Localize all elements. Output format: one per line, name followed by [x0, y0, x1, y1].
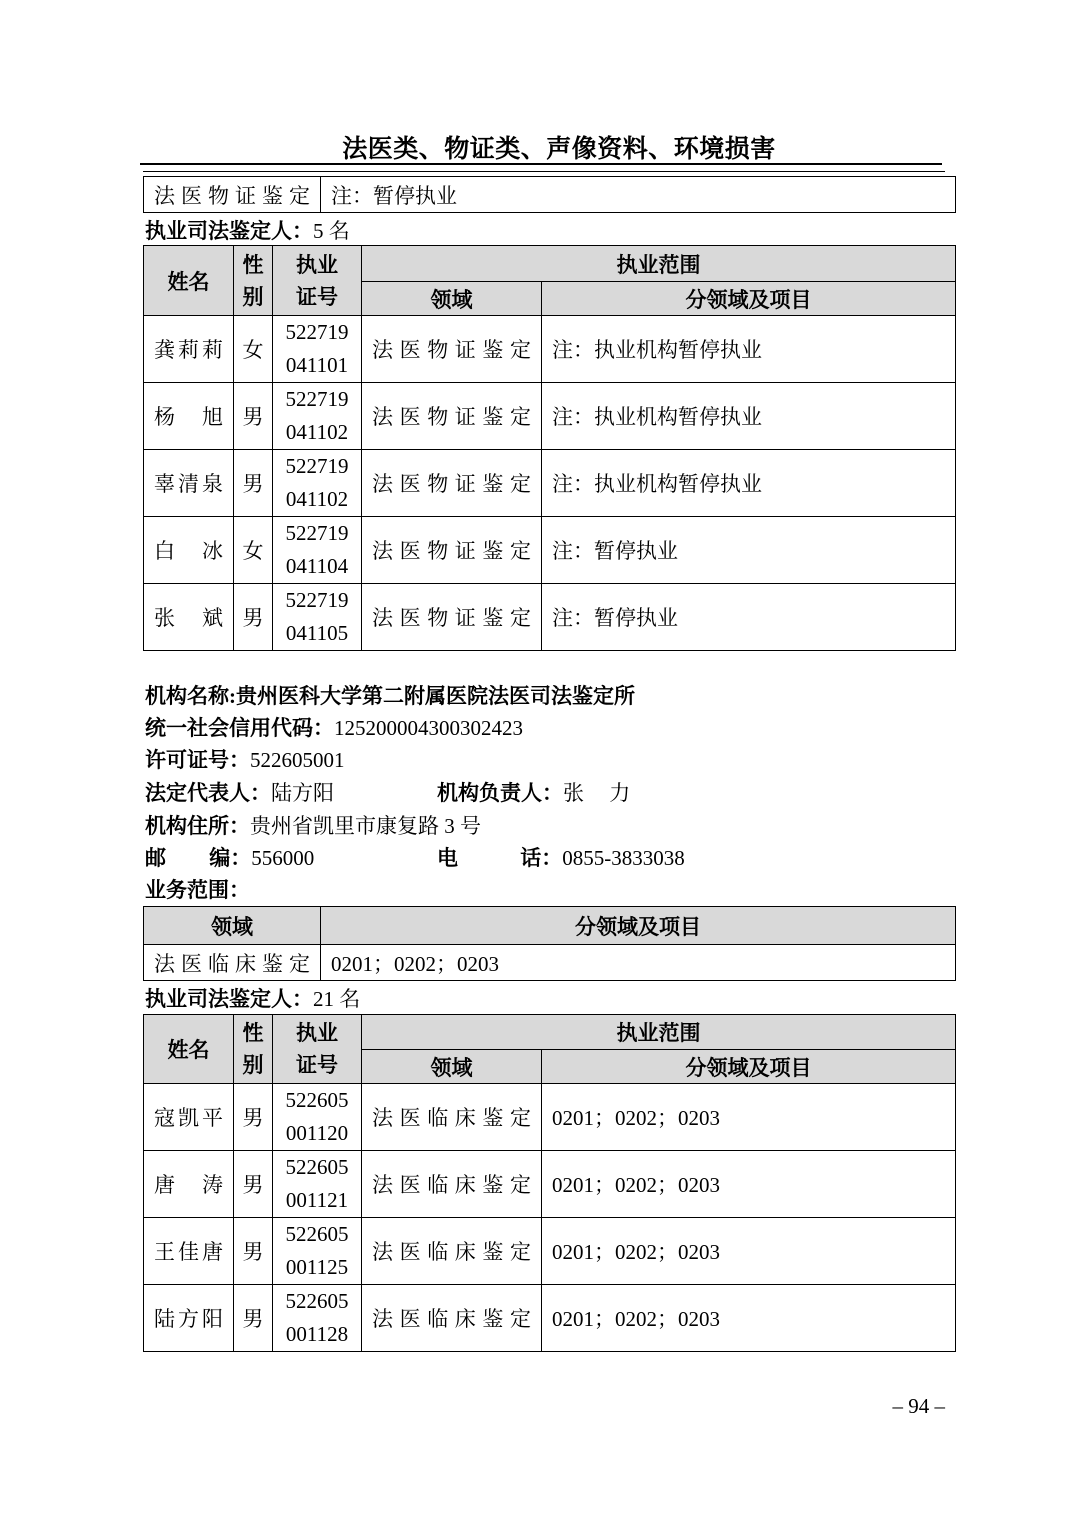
table-row — [144, 1218, 956, 1285]
appraiser-field: 法医临床鉴定 — [362, 1084, 542, 1151]
appraiser-name: 龚莉莉 — [144, 316, 234, 383]
institution-name-label: 机构名称: — [145, 684, 236, 708]
col-header-gender-part: 性 — [242, 1021, 264, 1045]
appraiser-name: 唐 涛 — [144, 1151, 234, 1218]
appraiser-cert-number — [273, 584, 362, 651]
legal-rep-label: 法定代表人： — [145, 781, 271, 805]
appraiser-cert-number — [273, 316, 362, 383]
col-header-detail: 分领域及项目 — [542, 282, 956, 316]
appraiser-cert-number — [273, 1218, 362, 1285]
phone-value: 0855-3833038 — [562, 846, 685, 870]
col-header-field: 领域 — [362, 282, 542, 316]
table-header-row — [144, 907, 956, 945]
header-rule-thin — [143, 171, 945, 172]
appraiser-field: 法医物证鉴定 — [362, 517, 542, 584]
table-row — [144, 316, 956, 383]
col-header-field: 领域 — [144, 907, 321, 945]
table-row — [144, 450, 956, 517]
phone-label: 电 话： — [437, 846, 563, 870]
table-row — [144, 383, 956, 450]
appraiser-count-value: 21 名 — [313, 987, 361, 1011]
appraiser-detail: 0201；0202；0203 — [542, 1084, 956, 1151]
license-label: 许可证号： — [145, 748, 250, 772]
appraiser-detail: 注：暂停执业 — [542, 584, 956, 651]
cert-number-part: 041101 — [285, 353, 349, 377]
cert-number-part: 041105 — [285, 621, 349, 645]
appraiser-field: 法医临床鉴定 — [362, 1151, 542, 1218]
address-label: 机构住所： — [145, 814, 250, 838]
col-header-scope: 执业范围 — [362, 246, 956, 282]
col-header-field: 领域 — [362, 1050, 542, 1084]
phone — [437, 845, 685, 871]
col-header-name: 姓名 — [144, 246, 234, 316]
cert-number-part: 522719 — [285, 521, 349, 545]
table-row — [144, 945, 956, 981]
table-header-row — [144, 1015, 956, 1050]
appraiser-gender: 男 — [234, 1218, 273, 1285]
col-header-cert — [273, 246, 362, 316]
cert-number-part: 522605 — [285, 1088, 349, 1112]
appraiser-gender: 男 — [234, 1285, 273, 1352]
table-row — [144, 1151, 956, 1218]
prev-scope-table — [143, 176, 956, 213]
business-scope-table — [143, 906, 956, 981]
table-row — [144, 1285, 956, 1352]
cert-number-part: 001128 — [285, 1322, 349, 1346]
scope-field: 法医临床鉴定 — [144, 945, 321, 981]
institution-name: 贵州医科大学第二附属医院法医司法鉴定所 — [236, 684, 635, 708]
col-header-gender — [234, 246, 273, 316]
cert-number-part: 522719 — [285, 454, 349, 478]
postcode-label: 邮 编： — [145, 846, 252, 870]
postcode-value: 556000 — [251, 846, 315, 870]
appraiser-gender: 女 — [234, 316, 273, 383]
institution-head-value: 张 力 — [563, 781, 631, 805]
cert-number-part: 001125 — [285, 1255, 349, 1279]
appraiser-name: 王佳唐 — [144, 1218, 234, 1285]
appraiser-cert-number — [273, 450, 362, 517]
cert-number-part: 522719 — [285, 387, 349, 411]
appraiser-cert-number — [273, 1151, 362, 1218]
table-row — [144, 177, 956, 213]
col-header-cert-part: 执业 — [296, 1021, 338, 1045]
business-scope-label: 业务范围： — [145, 878, 250, 902]
appraiser-count-label: 执业司法鉴定人： — [145, 987, 313, 1011]
representative-line — [145, 780, 965, 806]
col-header-detail: 分领域及项目 — [321, 907, 956, 945]
credit-code-line — [145, 715, 965, 741]
appraiser-table — [143, 245, 956, 651]
appraiser-count-label: 执业司法鉴定人： — [145, 219, 313, 243]
col-header-cert — [273, 1015, 362, 1084]
appraiser-count-value: 5 名 — [313, 219, 350, 243]
cert-number-part: 041102 — [285, 420, 349, 444]
cert-number-part: 001121 — [285, 1188, 349, 1212]
col-header-scope: 执业范围 — [362, 1015, 956, 1050]
credit-code-value: 125200004300302423 — [334, 716, 523, 740]
table-row — [144, 517, 956, 584]
appraiser-field: 法医物证鉴定 — [362, 383, 542, 450]
col-header-gender-part: 性 — [242, 252, 264, 277]
cert-number-part: 522719 — [285, 588, 349, 612]
address-value: 贵州省凯里市康复路 3 号 — [250, 814, 481, 838]
appraiser-table — [143, 1014, 956, 1352]
appraiser-cert-number — [273, 383, 362, 450]
appraiser-detail: 注：暂停执业 — [542, 517, 956, 584]
appraiser-detail: 注：执业机构暂停执业 — [542, 450, 956, 517]
appraiser-detail: 0201；0202；0203 — [542, 1151, 956, 1218]
page-number: – 94 – — [892, 1394, 945, 1418]
credit-code-label: 统一社会信用代码： — [145, 716, 334, 740]
cert-number-part: 041102 — [285, 487, 349, 511]
scope-line — [145, 877, 965, 903]
appraiser-field: 法医物证鉴定 — [362, 584, 542, 651]
appraiser-name: 张 斌 — [144, 584, 234, 651]
table-header-row — [144, 246, 956, 282]
appraiser-name: 陆方阳 — [144, 1285, 234, 1352]
appraiser-cert-number — [273, 517, 362, 584]
table-row — [144, 1084, 956, 1151]
appraiser-cert-number — [273, 1285, 362, 1352]
cert-number-part: 522605 — [285, 1155, 349, 1179]
col-header-cert-part: 证号 — [296, 284, 338, 309]
col-header-cert-part: 证号 — [296, 1053, 338, 1077]
appraiser-gender: 男 — [234, 383, 273, 450]
appraiser-field: 法医物证鉴定 — [362, 316, 542, 383]
col-header-cert-part: 执业 — [296, 252, 338, 277]
appraiser-field: 法医物证鉴定 — [362, 450, 542, 517]
col-header-gender — [234, 1015, 273, 1084]
header-rule-thick — [140, 163, 942, 165]
appraiser-gender: 男 — [234, 1151, 273, 1218]
institution-name-line — [145, 683, 965, 709]
address-line — [145, 813, 965, 839]
appraiser-gender: 女 — [234, 517, 273, 584]
legal-rep-value: 陆方阳 — [271, 781, 334, 805]
appraiser-detail: 0201；0202；0203 — [542, 1218, 956, 1285]
appraiser-name: 白 冰 — [144, 517, 234, 584]
table-row — [144, 584, 956, 651]
col-header-gender-part: 别 — [242, 284, 264, 309]
postcode-line — [145, 845, 965, 871]
appraiser-count-line — [145, 986, 965, 1012]
license-value: 522605001 — [250, 748, 345, 772]
appraiser-name: 辜清泉 — [144, 450, 234, 517]
institution-head-label: 机构负责人： — [437, 781, 563, 805]
appraiser-name: 寇凯平 — [144, 1084, 234, 1151]
appraiser-field: 法医临床鉴定 — [362, 1285, 542, 1352]
appraiser-count-line — [145, 218, 965, 244]
appraiser-field: 法医临床鉴定 — [362, 1218, 542, 1285]
page-header-title: 法医类、物证类、声像资料、环境损害 — [342, 136, 776, 163]
scope-detail: 0201；0202；0203 — [321, 945, 956, 981]
appraiser-cert-number — [273, 1084, 362, 1151]
cert-number-part: 001120 — [285, 1121, 349, 1145]
appraiser-gender: 男 — [234, 1084, 273, 1151]
institution-head — [437, 780, 630, 806]
scope-field: 法医物证鉴定 — [144, 177, 321, 213]
scope-detail: 注：暂停执业 — [321, 177, 956, 213]
license-line — [145, 747, 965, 773]
appraiser-detail: 注：执业机构暂停执业 — [542, 383, 956, 450]
cert-number-part: 522605 — [285, 1289, 349, 1313]
appraiser-name: 杨 旭 — [144, 383, 234, 450]
appraiser-gender: 男 — [234, 450, 273, 517]
appraiser-gender: 男 — [234, 584, 273, 651]
cert-number-part: 041104 — [285, 554, 349, 578]
appraiser-detail: 注：执业机构暂停执业 — [542, 316, 956, 383]
col-header-detail: 分领域及项目 — [542, 1050, 956, 1084]
cert-number-part: 522719 — [285, 320, 349, 344]
cert-number-part: 522605 — [285, 1222, 349, 1246]
appraiser-detail: 0201；0202；0203 — [542, 1285, 956, 1352]
col-header-gender-part: 别 — [242, 1053, 264, 1077]
col-header-name: 姓名 — [144, 1015, 234, 1084]
